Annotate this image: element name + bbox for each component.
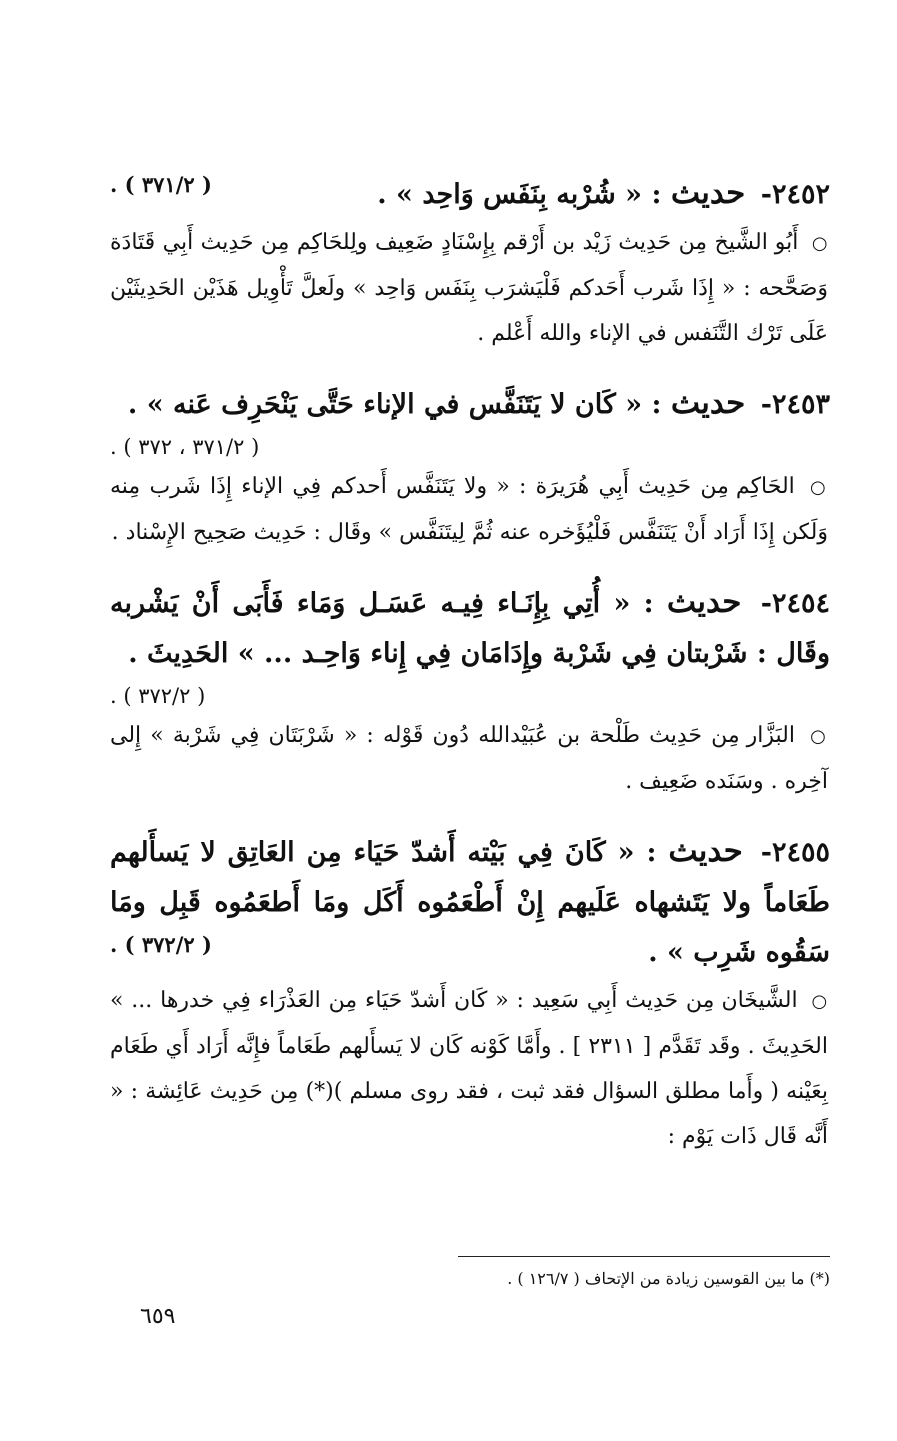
bullet-icon: ○ bbox=[811, 233, 828, 254]
entry-heading bbox=[110, 577, 830, 679]
hadith-entry bbox=[110, 826, 830, 1159]
entry-reference: ( ٣٧٢/٢ ) . bbox=[110, 932, 212, 957]
entry-reference: ( ٣٧٢/٢ ) . bbox=[110, 684, 206, 708]
commentary-text: الحَاكِم مِن حَدِيث أَبِي هُرَيرَة : « ولا يَتَنَفَّس أَحدكم فِي الإناء إِذَا شَرب مِنه وَلَكن إِذَا أَرَاد أَنْ يَتَنَفَّس فَلْيُؤَخره عنه ثُمَّ لِيتَنَفَّس » وقَال : حَدِيث صَحِيح الإِسْناد . bbox=[110, 474, 828, 545]
entry-number: ٢٤٥٢- bbox=[760, 179, 830, 210]
page-number: ٦٥٩ bbox=[140, 1304, 176, 1329]
entry-text: : « أُتِي بِإِنَـاء فِيـه عَسَـل وَمَاء فَأَبَى أَنْ يَشْربه وقَال : شَرْبتان فِي شَرْبة وإِدَامَان فِي إِناء وَاحِـد ... » الحَدِيثَ . bbox=[110, 588, 830, 669]
entry-commentary bbox=[110, 713, 830, 804]
entry-heading bbox=[110, 168, 830, 220]
entry-number: ٢٤٥٥- bbox=[760, 837, 830, 868]
entry-text: : « شُرْبه بِنَفَس وَاحِد » . bbox=[377, 179, 662, 210]
entry-number: ٢٤٥٣- bbox=[760, 389, 830, 420]
entry-commentary bbox=[110, 464, 830, 555]
commentary-text: البَزَّار مِن حَدِيث طَلْحة بن عُبَيْدالله دُون قَوْله : « شَرْبَتَان فِي شَرْبة » إِلى آخِره . وسَنَده ضَعِيف . bbox=[110, 723, 828, 794]
page-body bbox=[110, 168, 830, 1181]
footnote-divider bbox=[458, 1256, 830, 1257]
entry-number: ٢٤٥٤- bbox=[760, 588, 830, 619]
entry-commentary bbox=[110, 220, 830, 356]
entry-text: : « كَانَ فِي بَيْته أَشدّ حَيَاء مِن العَاتِق لا يَسأَلهم طَعَاماً ولا يَتَشهاه عَلَيهم إِنْ أَطْعَمُوه أَكَل ومَا أَطعَمُوه قَبِل ومَا سَقُوه شَرِب » . bbox=[110, 837, 830, 968]
entry-keyword: حديث bbox=[666, 584, 742, 620]
bullet-icon: ○ bbox=[810, 726, 828, 747]
entry-reference: ( ٣٧١/٢ ، ٣٧٢ ) . bbox=[110, 435, 260, 459]
entry-heading bbox=[110, 826, 830, 978]
commentary-text: أَبُو الشَّيخ مِن حَدِيث زَيْد بن أَرْقم بِإِسْنَادٍ ضَعِيف ولِلحَاكِم مِن حَدِيث أَبِي قَتَادَة وَصَحَّحه : « إِذَا شَرب أَحَدكم فَلْيَشرَب بِنَفَس وَاحِد » ولَعلَّ تَأْوِيل هَذَيْن الحَدِيثَيْن عَلَى تَرْك التَّنَفس في الإناء والله أَعْلم . bbox=[110, 230, 828, 346]
bullet-icon: ○ bbox=[810, 477, 828, 498]
entry-heading bbox=[110, 378, 830, 430]
entry-reference: ( ٣٧١/٢ ) . bbox=[110, 172, 212, 197]
entry-keyword: حديث bbox=[670, 385, 746, 421]
entry-commentary bbox=[110, 978, 830, 1159]
entry-text: : « كَان لا يَتَنَفَّس في الإناء حَتَّى يَنْحَرِف عَنه » . bbox=[127, 389, 662, 420]
bullet-icon: ○ bbox=[811, 991, 828, 1012]
hadith-entry bbox=[110, 577, 830, 804]
entry-keyword: حديث bbox=[668, 833, 743, 869]
commentary-text: الشَّيخَان مِن حَدِيث أَبِي سَعِيد : « كَان أَشدّ حَيَاء مِن العَذْرَاء فِي خدرها ... » الحَدِيثَ . وقَد تَقَدَّم [ ٢٣١١ ] . وأَمَّا كَوْنه كَان لا يَسأَلهم طَعَاماً فإِنَّه أَرَاد أَي طَعَام بِعَيْنه ( وأَما مطلق السؤال فقد ثبت ، فقد روى مسلم )(*) مِن حَدِيث عَائِشة : « أَنَّه قَال ذَات يَوْم : bbox=[110, 988, 828, 1149]
hadith-entry bbox=[110, 168, 830, 356]
hadith-entry bbox=[110, 378, 830, 555]
footnote: (*) ما بين القوسين زيادة من الإتحاف ( ١٢٦/٧ ) . bbox=[507, 1269, 830, 1288]
entry-keyword: حديث bbox=[670, 175, 746, 211]
